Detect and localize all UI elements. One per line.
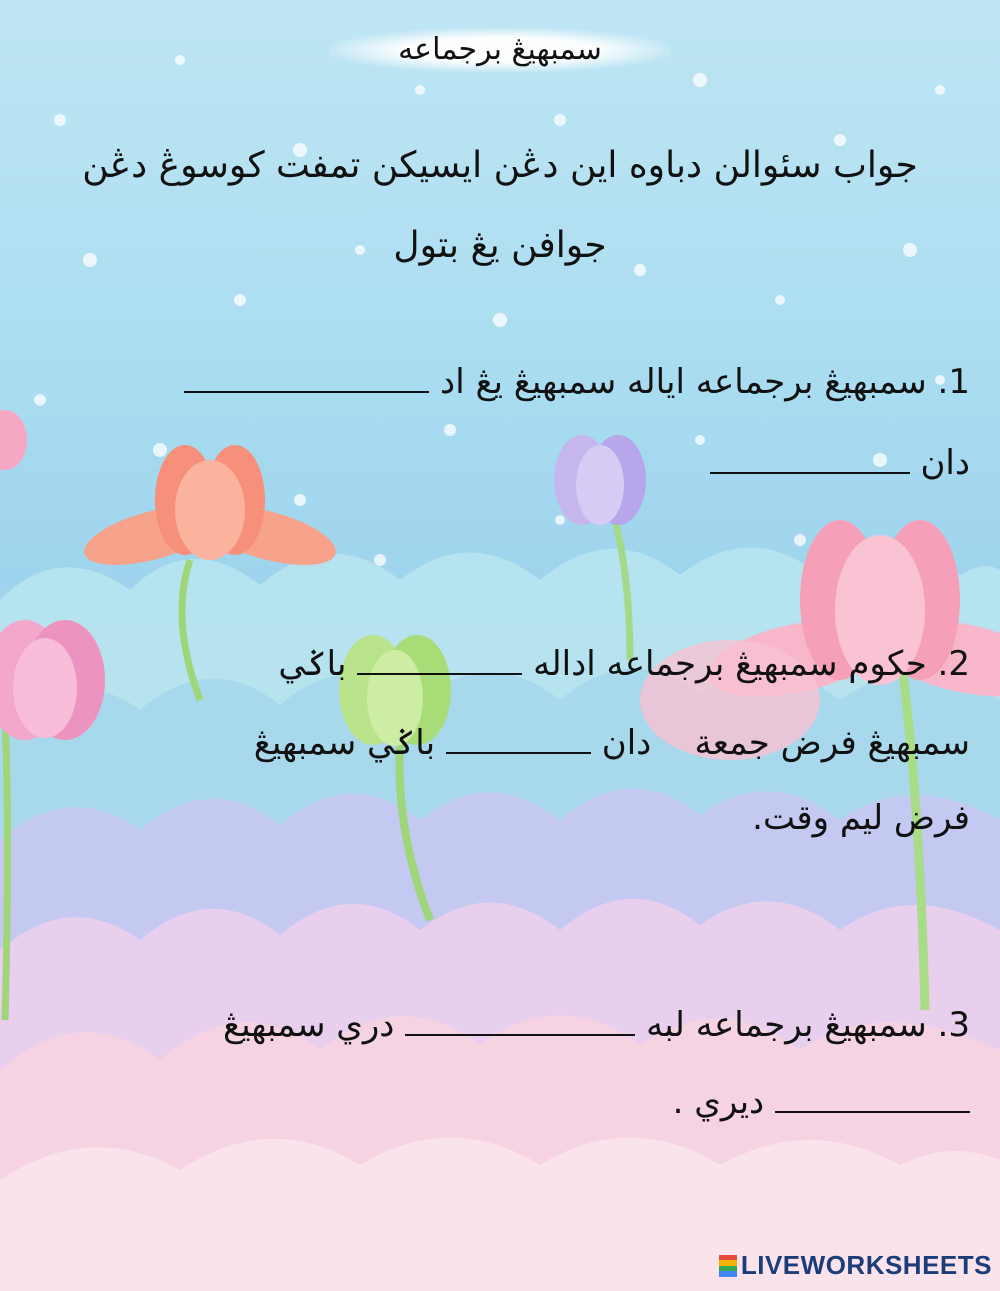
liveworksheets-badge-icon bbox=[719, 1255, 737, 1277]
question-1-blank-1[interactable] bbox=[184, 365, 429, 393]
worksheet-title: سمبهيڠ برجماعه bbox=[330, 28, 670, 72]
instruction-line-1: جواب سئوالن دباوه اين دڠن ايسيكن تمفت كوسوڠ دڠن bbox=[82, 145, 918, 186]
question-3-number: 3. bbox=[937, 1005, 970, 1045]
question-2-text-2-after: باݢي سمبهيڠ bbox=[253, 723, 436, 763]
question-3-line-2 bbox=[673, 1082, 970, 1122]
question-2-blank-1[interactable] bbox=[357, 647, 522, 675]
question-2-text-after: باݢي bbox=[278, 644, 347, 684]
question-3-blank-2[interactable] bbox=[775, 1085, 970, 1113]
question-3-text-2-after: ديري . bbox=[672, 1082, 765, 1122]
question-2-text-3: فرض ليم وقت. bbox=[752, 798, 970, 838]
question-2-blank-2[interactable] bbox=[446, 726, 591, 754]
question-3-text: سمبهيڠ برجماعه لبه bbox=[646, 1005, 927, 1045]
instruction-line-2: جوافن يڠ بتول bbox=[393, 225, 607, 266]
question-2-text: حكوم سمبهيڠ برجماعه اداله bbox=[533, 644, 927, 684]
question-2-line-2 bbox=[254, 722, 970, 763]
question-3-line-1 bbox=[223, 1005, 970, 1045]
question-2-line-1 bbox=[278, 643, 970, 684]
question-1-text-2: دان bbox=[920, 443, 970, 483]
question-2-number: 2. bbox=[937, 644, 970, 684]
question-1-line-1 bbox=[184, 362, 970, 402]
liveworksheets-logo[interactable] bbox=[719, 1250, 992, 1281]
question-3-text-after: دري سمبهيڠ bbox=[223, 1005, 395, 1045]
liveworksheets-wordmark: LIVEWORKSHEETS bbox=[740, 1250, 992, 1280]
question-2-line-3 bbox=[752, 798, 970, 838]
question-1-blank-2[interactable] bbox=[710, 446, 910, 474]
question-3-blank-1[interactable] bbox=[405, 1008, 635, 1036]
question-1-text: سمبهيڠ برجماعه اياله سمبهيڠ يڠ اد bbox=[440, 362, 927, 402]
question-2-text-2: سمبهيڠ فرض جمعة دان bbox=[601, 723, 970, 763]
question-1-number: 1. bbox=[937, 362, 970, 402]
question-1-line-2 bbox=[710, 443, 970, 483]
